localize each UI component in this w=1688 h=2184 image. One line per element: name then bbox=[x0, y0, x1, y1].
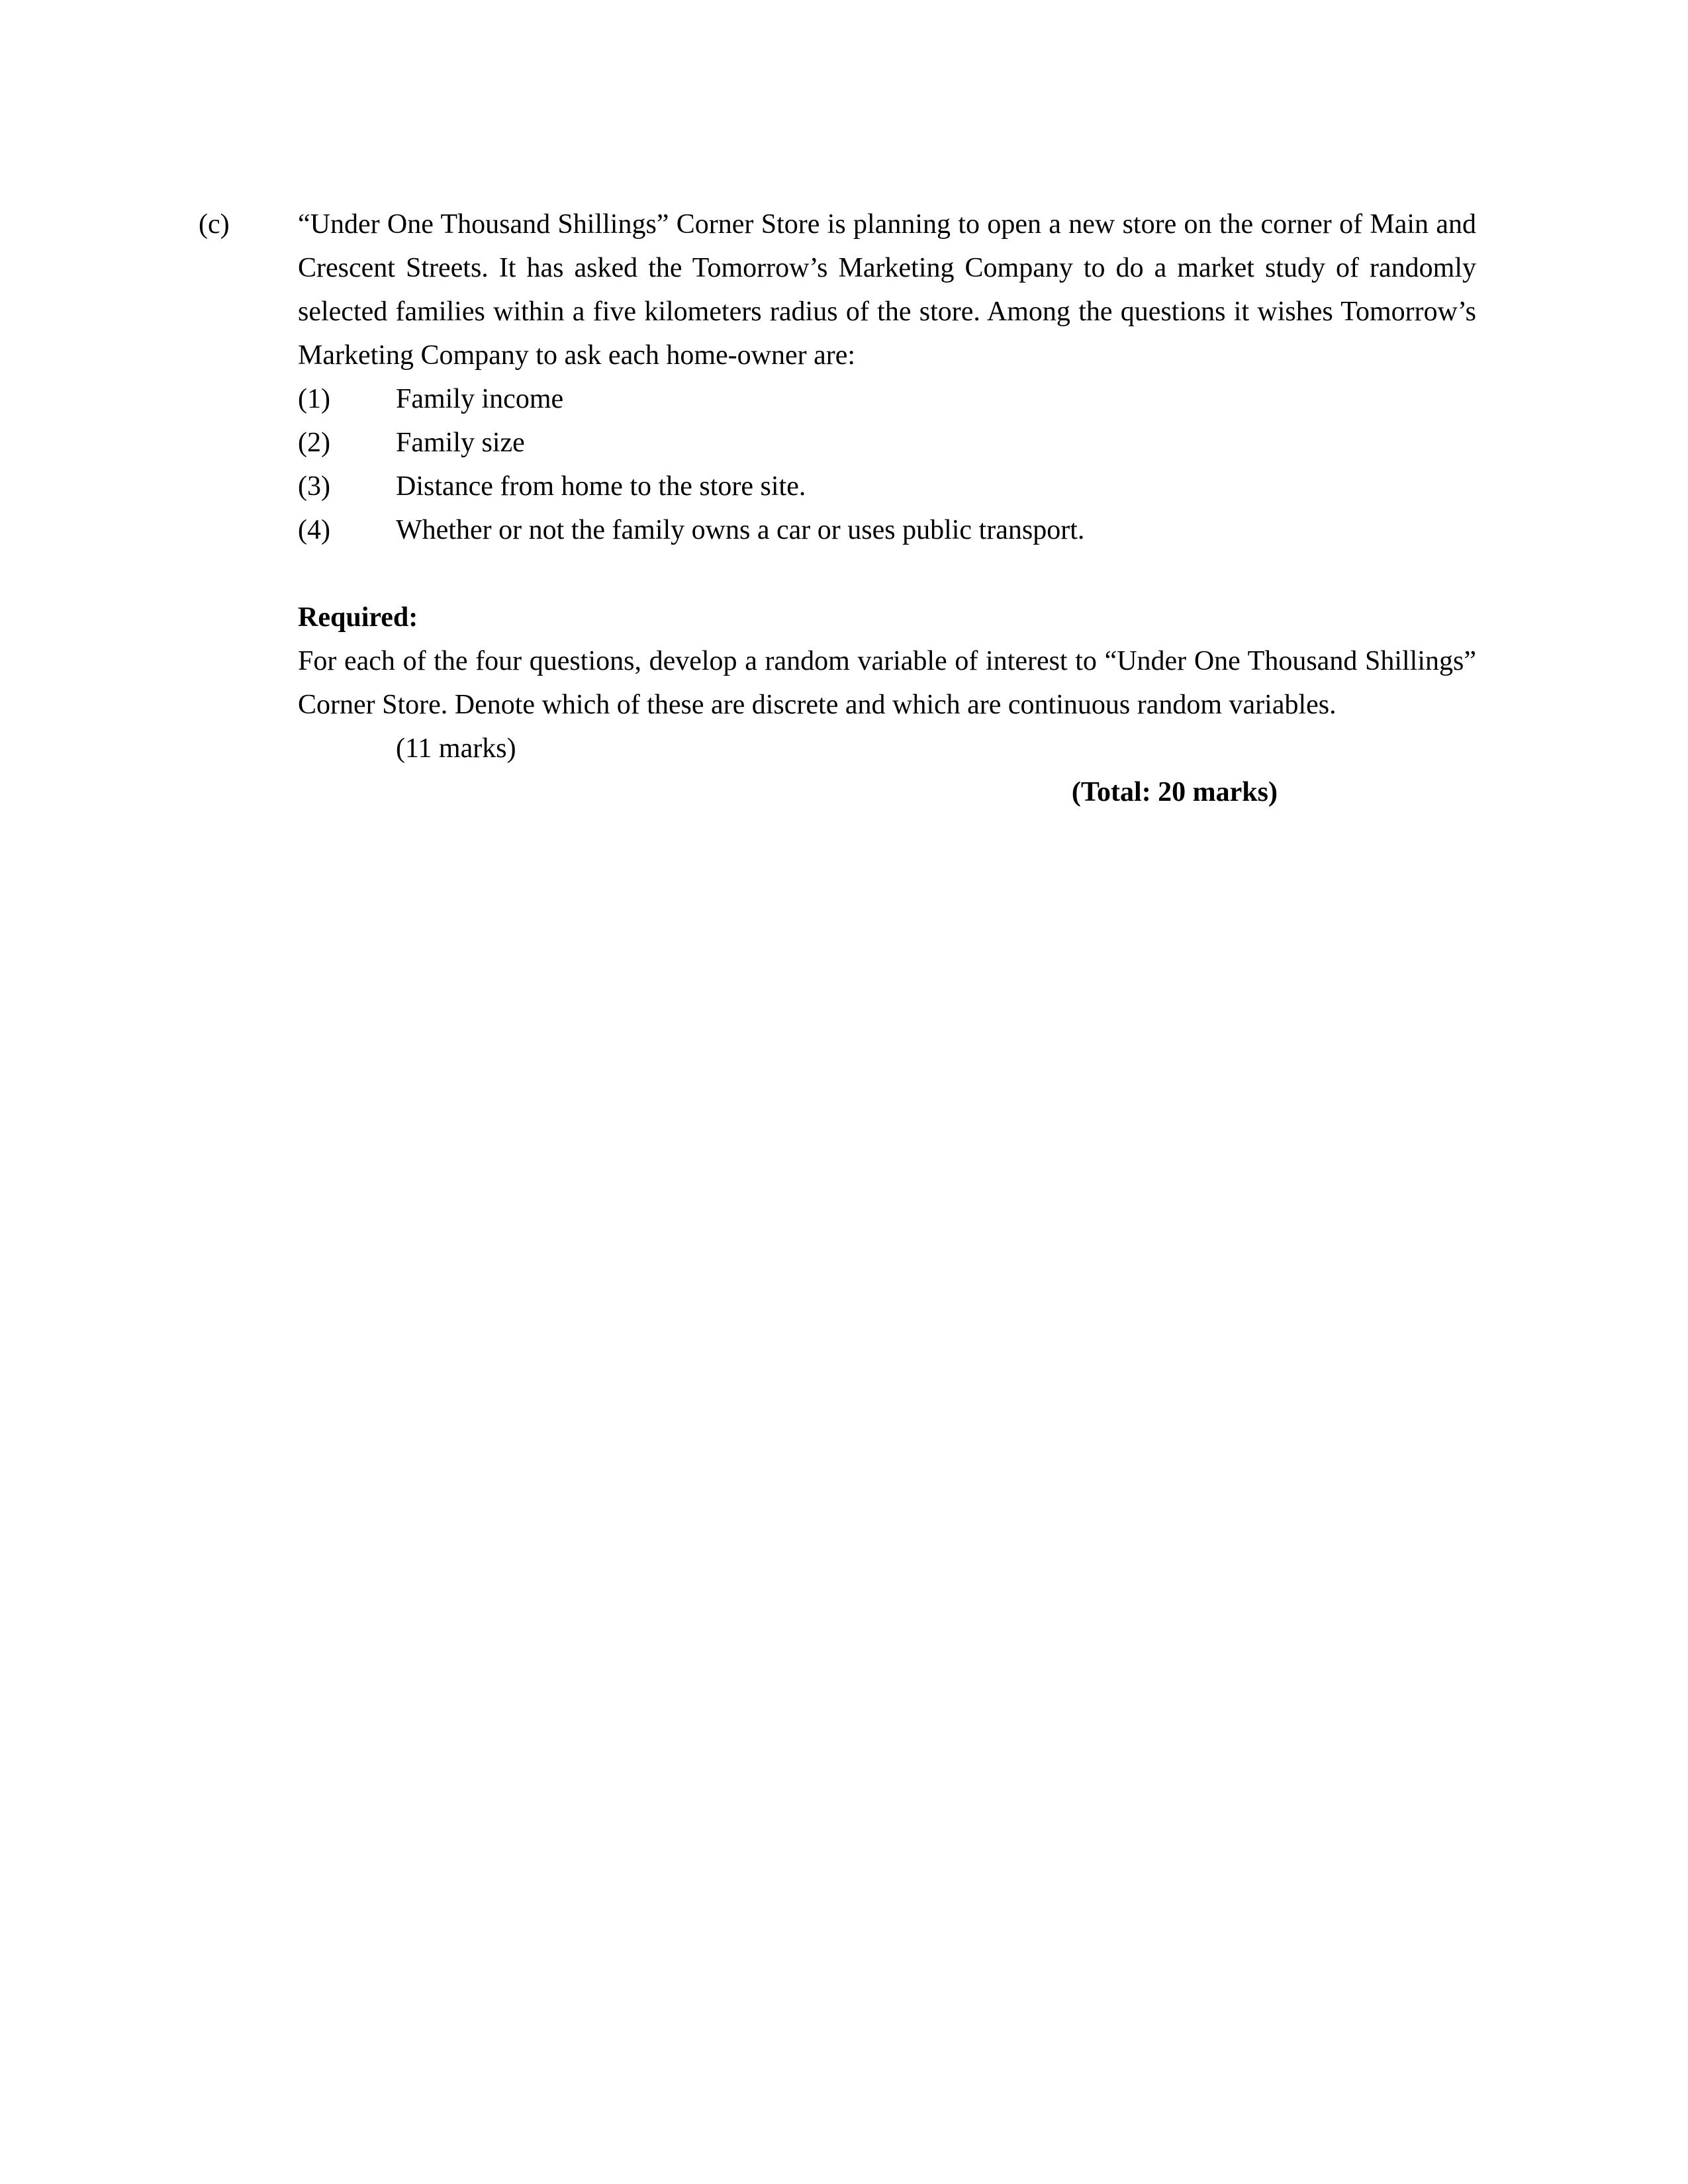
required-heading: Required: bbox=[298, 602, 418, 633]
paragraph-spacer bbox=[298, 552, 1476, 596]
list-item bbox=[298, 465, 1476, 508]
list-item-marker: (2) bbox=[298, 428, 330, 458]
list-item bbox=[298, 508, 1476, 552]
list-item bbox=[298, 421, 1476, 465]
list-item-label: Distance from home to the store site. bbox=[396, 471, 806, 502]
question-body bbox=[298, 203, 1476, 814]
part-marks-note: (11 marks) bbox=[396, 733, 516, 764]
question-part-c bbox=[199, 203, 1476, 814]
list-item-marker: (1) bbox=[298, 384, 330, 414]
question-part-label: (c) bbox=[199, 209, 230, 240]
total-marks-note: (Total: 20 marks) bbox=[1071, 777, 1278, 807]
required-paragraph: For each of the four questions, develop a random variable of interest to “Under One Thousand Shillings” Corner Store. Denote which of these are discrete and which are continuous random variables. bbox=[298, 646, 1476, 720]
question-intro-paragraph: “Under One Thousand Shillings” Corner Store is planning to open a new store on the corner of Main and Crescent Streets. It has asked the Tomorrow’s Marketing Company to do a market study of randomly selected families within a five kilometers radius of the store. Among the questions it wishes Tomorrow’s Marketing Company to ask each home-owner are: bbox=[298, 209, 1476, 371]
list-item bbox=[298, 377, 1476, 421]
list-item-marker: (3) bbox=[298, 471, 330, 502]
list-item-label: Family size bbox=[396, 428, 525, 458]
list-item-label: Whether or not the family owns a car or uses public transport. bbox=[396, 515, 1085, 545]
question-intro-row bbox=[199, 203, 1476, 814]
list-item-marker: (4) bbox=[298, 515, 330, 545]
question-sub-item-list bbox=[298, 377, 1476, 552]
list-item-label: Family income bbox=[396, 384, 564, 414]
